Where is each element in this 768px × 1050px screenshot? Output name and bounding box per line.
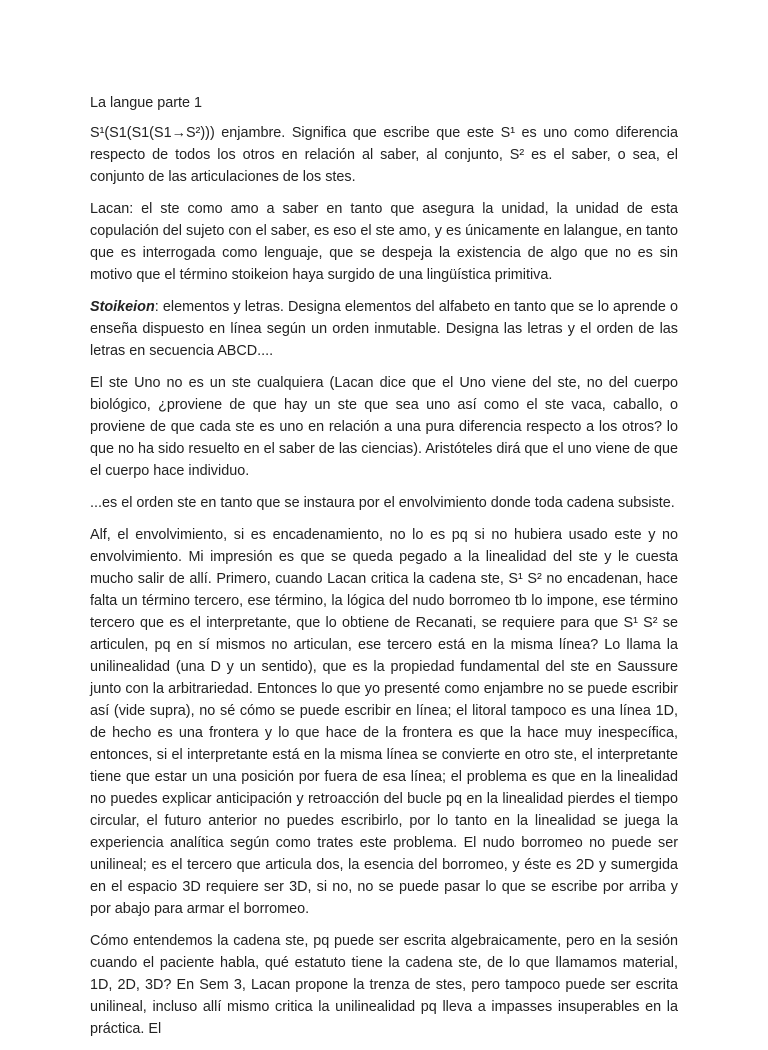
paragraph-orden-ste: ...es el orden ste en tanto que se instaura por el envolvimiento donde toda cadena subsiste.	[90, 495, 675, 511]
document-body	[90, 92, 678, 1050]
paragraph-envolvimiento: Alf, el envolvimiento, si es encadenamiento, no lo es pq si no hubiera usado este y no envolvimiento. Mi impresión es que se queda pegado a la linealidad del ste y le cuesta mucho salir de allí. Primero, cuando Lacan critica la cadena ste, S¹ S² no encadenan, hace falta un término tercero, ese término, la lógica del nudo borromeo tb lo impone, ese término tercero que es el interpretante, que lo obtiene de Recanati, se requiere para que S¹ S² se articulen, pq en sí mismos no articulan, ese tercero está en la misma línea? Lo llama la unilinealidad (una D y un sentido), que es la propiedad fundamental del ste en Saussure junto con la arbitrariedad. Entonces lo que yo presenté como enjambre no se puede escribir así (vide supra), no sé cómo se puede escribir en línea; el litoral tampoco es una línea 1D, de hecho es una frontera y lo que hace de la frontera es que la hace muy inespecífica, entonces, si el interpretante está en la misma línea se convierte en otro ste, el interpretante tiene que estar un una posición por fuera de esa línea; el problema es que en la linealidad no puedes explicar anticipación y retroacción del bucle pq en la linealidad pierdes el tiempo circular, el futuro anterior no puedes escribirlo, por lo tanto en la linealidad se juega la experiencia analítica según como trates este problema. El nudo borromeo no puede ser unilineal; es el tercero que articula dos, la esencia del borromeo, y éste es 2D y sumergida en el espacio 3D requiere ser 3D, si no, no se puede pasar lo que se escribe por arriba y por abajo para armar el borromeo.	[90, 527, 678, 917]
stoikeion-definition: : elementos y letras. Designa elementos del alfabeto en tanto que se lo aprende o enseña dispuesto en línea según un orden inmutable. Designa las letras y el orden de las letras en secuencia ABCD....	[90, 299, 678, 359]
stoikeion-term: Stoikeion	[90, 299, 155, 315]
paragraph-cadena-ste: Cómo entendemos la cadena ste, pq puede ser escrita algebraicamente, pero en la sesión cuando el paciente habla, qué estatuto tiene la cadena ste, de lo que llamamos material, 1D, 2D, 3D? En Sem 3, Lacan propone la trenza de stes, pero tampoco puede ser escrita unilineal, incluso allí mismo critica la unilinealidad pq lleva a impasses insuperables en la práctica. El	[90, 933, 678, 1037]
paragraph-lacan-ste-amo: Lacan: el ste como amo a saber en tanto que asegura la unidad, la unidad de esta copulación del sujeto con el saber, es eso el ste amo, y es únicamente en lalangue, en tanto que es interrogada como lenguaje, que se despeja la existencia de algo que no es sin motivo que el término stoikeion haya surgido de una lingüística primitiva.	[90, 201, 678, 283]
paragraph-ste-uno: El ste Uno no es un ste cualquiera (Lacan dice que el Uno viene del ste, no del cuerpo biológico, ¿proviene de que hay un ste que sea uno así como el ste vaca, caballo, o proviene de que cada ste es uno en relación a una pura diferencia respecto a los otros? lo que no ha sido resuelto en el saber de las ciencias). Aristóteles dirá que el uno viene de que el cuerpo hace individuo.	[90, 375, 678, 479]
document-title: La langue parte 1	[90, 95, 203, 111]
paragraph-stoikeion	[90, 296, 678, 362]
paragraph-enjambre: S¹(S1(S1(S1→S²))) enjambre. Significa que escribe que este S¹ es uno como diferencia respecto de todos los otros en relación al saber, al conjunto, S² es el saber, o sea, el conjunto de las articulaciones de los stes.	[90, 125, 678, 185]
